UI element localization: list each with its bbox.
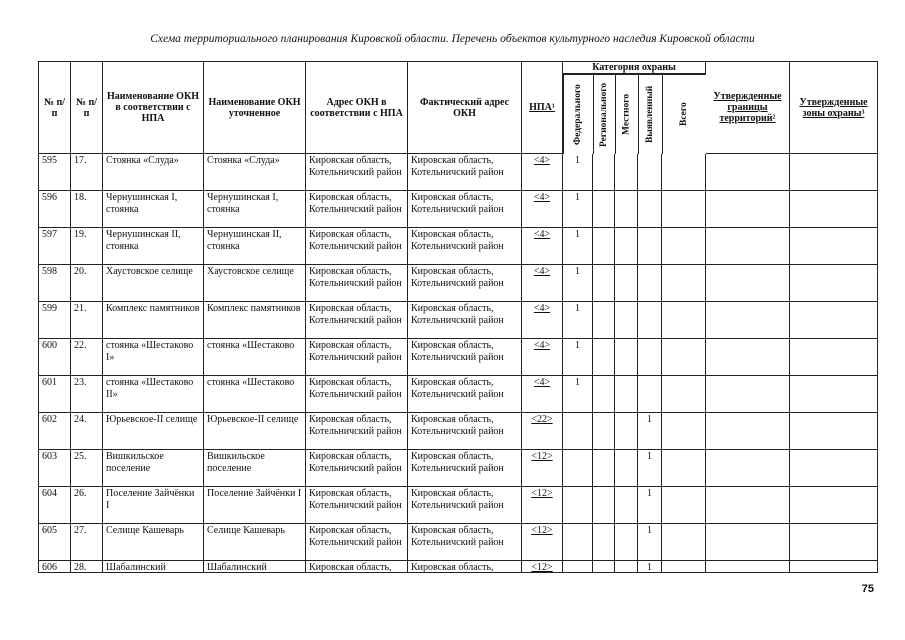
row-number: 604 xyxy=(39,487,71,524)
table-row xyxy=(39,524,878,561)
row-name: стоянка «Шестаково I» xyxy=(103,339,204,376)
row-cat-federal xyxy=(563,524,593,561)
row-zones xyxy=(790,487,878,524)
header-npa: НПА¹ xyxy=(522,62,563,154)
row-zones xyxy=(790,154,878,191)
row-zones xyxy=(790,191,878,228)
row-actual-address: Кировская область, Котельничский район xyxy=(408,413,522,450)
row-cat-local xyxy=(615,339,638,376)
table-row xyxy=(39,413,878,450)
row-cat-regional xyxy=(593,376,615,413)
row-zones xyxy=(790,302,878,339)
row-name-refined: стоянка «Шестаково xyxy=(204,376,306,413)
row-address: Кировская область, xyxy=(306,561,408,573)
row-npa: <4> xyxy=(522,228,563,265)
row-actual-address: Кировская область, Котельничский район xyxy=(408,524,522,561)
row-number: 598 xyxy=(39,265,71,302)
row-actual-address: Кировская область, Котельничский район xyxy=(408,339,522,376)
row-cat-regional xyxy=(593,191,615,228)
row-npa: <4> xyxy=(522,191,563,228)
table-row xyxy=(39,376,878,413)
row-name: Селище Кашеварь xyxy=(103,524,204,561)
header-name-refined: Наименование ОКН уточненное xyxy=(204,62,306,154)
row-boundaries xyxy=(706,376,790,413)
row-actual-address: Кировская область, Котельничский район xyxy=(408,154,522,191)
row-address: Кировская область, Котельничский район xyxy=(306,413,408,450)
row-cat-regional xyxy=(593,450,615,487)
row-cat-identified xyxy=(638,265,662,302)
header-num-local: № п/п xyxy=(71,62,103,154)
row-cat-total xyxy=(662,450,706,487)
table-row xyxy=(39,154,878,191)
row-name-refined: Юрьевское-II селище xyxy=(204,413,306,450)
row-number: 599 xyxy=(39,302,71,339)
row-cat-local xyxy=(615,265,638,302)
table-row xyxy=(39,339,878,376)
row-npa: <4> xyxy=(522,376,563,413)
header-approved-boundaries: Утвержденные границы территорий² xyxy=(706,62,790,154)
row-address: Кировская область, Котельничский район xyxy=(306,265,408,302)
row-name: Хаустовское селище xyxy=(103,265,204,302)
row-zones xyxy=(790,450,878,487)
row-cat-local xyxy=(615,524,638,561)
row-npa: <4> xyxy=(522,302,563,339)
page-number: 75 xyxy=(861,583,874,595)
row-boundaries xyxy=(706,487,790,524)
header-category-label: Категория охраны xyxy=(563,62,706,74)
row-number: 601 xyxy=(39,376,71,413)
row-cat-local xyxy=(615,376,638,413)
row-cat-identified xyxy=(638,339,662,376)
row-cat-total xyxy=(662,376,706,413)
table-row xyxy=(39,302,878,339)
heritage-table xyxy=(38,61,878,573)
row-actual-address: Кировская область, Котельничский район xyxy=(408,450,522,487)
row-cat-regional xyxy=(593,413,615,450)
row-cat-local xyxy=(615,450,638,487)
header-cat-identified: Выявленный xyxy=(638,74,662,154)
header-cat-local: Местного xyxy=(615,74,638,154)
row-npa: <12> xyxy=(522,487,563,524)
row-cat-regional xyxy=(593,154,615,191)
row-boundaries xyxy=(706,228,790,265)
row-cat-total xyxy=(662,487,706,524)
row-local-number: 26. xyxy=(71,487,103,524)
row-npa: <12> xyxy=(522,561,563,573)
row-npa: <4> xyxy=(522,265,563,302)
row-cat-local xyxy=(615,154,638,191)
table-row xyxy=(39,561,878,573)
row-local-number: 23. xyxy=(71,376,103,413)
row-cat-local xyxy=(615,302,638,339)
row-name-refined: Шабалинский xyxy=(204,561,306,573)
row-cat-regional xyxy=(593,302,615,339)
row-name: Чернушинская I, стоянка xyxy=(103,191,204,228)
row-boundaries xyxy=(706,302,790,339)
row-address: Кировская область, Котельничский район xyxy=(306,228,408,265)
row-cat-federal: 1 xyxy=(563,302,593,339)
row-local-number: 27. xyxy=(71,524,103,561)
row-npa: <12> xyxy=(522,524,563,561)
row-name: стоянка «Шестаково II» xyxy=(103,376,204,413)
row-name-refined: Чернушинская II, стоянка xyxy=(204,228,306,265)
row-cat-local xyxy=(615,228,638,265)
row-cat-federal xyxy=(563,487,593,524)
table-body xyxy=(39,154,878,573)
row-local-number: 24. xyxy=(71,413,103,450)
table-row xyxy=(39,487,878,524)
table-row xyxy=(39,450,878,487)
row-local-number: 22. xyxy=(71,339,103,376)
table-row xyxy=(39,228,878,265)
row-zones xyxy=(790,265,878,302)
row-local-number: 19. xyxy=(71,228,103,265)
row-name-refined: Чернушинская I, стоянка xyxy=(204,191,306,228)
row-zones xyxy=(790,524,878,561)
row-local-number: 20. xyxy=(71,265,103,302)
row-address: Кировская область, Котельничский район xyxy=(306,450,408,487)
row-actual-address: Кировская область, Котельничский район xyxy=(408,191,522,228)
row-local-number: 25. xyxy=(71,450,103,487)
row-name: Юрьевское-II селище xyxy=(103,413,204,450)
row-cat-federal: 1 xyxy=(563,376,593,413)
row-boundaries xyxy=(706,413,790,450)
row-boundaries xyxy=(706,561,790,573)
row-number: 597 xyxy=(39,228,71,265)
row-number: 603 xyxy=(39,450,71,487)
row-cat-identified: 1 xyxy=(638,524,662,561)
row-name-refined: Поселение Зайчёнки I xyxy=(204,487,306,524)
row-local-number: 21. xyxy=(71,302,103,339)
row-cat-federal: 1 xyxy=(563,228,593,265)
row-npa: <12> xyxy=(522,450,563,487)
row-address: Кировская область, Котельничский район xyxy=(306,302,408,339)
header-address-npa: Адрес ОКН в соответствии с НПА xyxy=(306,62,408,154)
row-number: 606 xyxy=(39,561,71,573)
row-cat-identified: 1 xyxy=(638,450,662,487)
row-name: Комплекс памятников xyxy=(103,302,204,339)
header-address-actual: Фактический адрес ОКН xyxy=(408,62,522,154)
row-boundaries xyxy=(706,154,790,191)
row-boundaries xyxy=(706,524,790,561)
row-cat-total xyxy=(662,228,706,265)
row-address: Кировская область, Котельничский район xyxy=(306,339,408,376)
header-category-group xyxy=(563,62,706,154)
row-cat-total xyxy=(662,191,706,228)
row-cat-identified: 1 xyxy=(638,413,662,450)
row-cat-regional xyxy=(593,265,615,302)
row-name: Шабалинский xyxy=(103,561,204,573)
row-cat-total xyxy=(662,302,706,339)
row-local-number: 17. xyxy=(71,154,103,191)
header-cat-federal: Федерального xyxy=(563,74,593,154)
row-boundaries xyxy=(706,191,790,228)
row-name-refined: Вишкильское поселение xyxy=(204,450,306,487)
row-cat-identified: 1 xyxy=(638,487,662,524)
row-name-refined: Стоянка «Слуда» xyxy=(204,154,306,191)
row-actual-address: Кировская область, xyxy=(408,561,522,573)
row-cat-identified xyxy=(638,228,662,265)
header-num-total: № п/п xyxy=(39,62,71,154)
row-cat-local xyxy=(615,561,638,573)
row-boundaries xyxy=(706,265,790,302)
row-boundaries xyxy=(706,339,790,376)
row-actual-address: Кировская область, Котельничский район xyxy=(408,265,522,302)
row-cat-federal xyxy=(563,561,593,573)
row-address: Кировская область, Котельничский район xyxy=(306,376,408,413)
row-name: Стоянка «Слуда» xyxy=(103,154,204,191)
row-zones xyxy=(790,339,878,376)
row-cat-local xyxy=(615,191,638,228)
row-cat-federal: 1 xyxy=(563,339,593,376)
row-name-refined: Хаустовское селище xyxy=(204,265,306,302)
row-actual-address: Кировская область, Котельничский район xyxy=(408,302,522,339)
row-cat-local xyxy=(615,413,638,450)
row-actual-address: Кировская область, Котельничский район xyxy=(408,376,522,413)
row-boundaries xyxy=(706,450,790,487)
row-npa: <4> xyxy=(522,339,563,376)
row-cat-total xyxy=(662,413,706,450)
row-name: Поселение Зайчёнки I xyxy=(103,487,204,524)
row-cat-total xyxy=(662,524,706,561)
table-header xyxy=(39,62,878,154)
row-cat-regional xyxy=(593,561,615,573)
row-cat-federal: 1 xyxy=(563,154,593,191)
row-number: 600 xyxy=(39,339,71,376)
row-zones xyxy=(790,561,878,573)
row-address: Кировская область, Котельничский район xyxy=(306,191,408,228)
row-cat-federal xyxy=(563,450,593,487)
table-row xyxy=(39,191,878,228)
row-name-refined: стоянка «Шестаково xyxy=(204,339,306,376)
row-number: 596 xyxy=(39,191,71,228)
row-address: Кировская область, Котельничский район xyxy=(306,154,408,191)
row-number: 602 xyxy=(39,413,71,450)
row-cat-federal: 1 xyxy=(563,265,593,302)
row-npa: <22> xyxy=(522,413,563,450)
row-zones xyxy=(790,376,878,413)
row-cat-identified: 1 xyxy=(638,561,662,573)
row-address: Кировская область, Котельничский район xyxy=(306,524,408,561)
header-cat-total: Всего xyxy=(662,74,706,154)
header-cat-regional: Регионального xyxy=(593,74,615,154)
row-zones xyxy=(790,228,878,265)
table-row xyxy=(39,265,878,302)
row-name-refined: Селище Кашеварь xyxy=(204,524,306,561)
row-name-refined: Комплекс памятников xyxy=(204,302,306,339)
row-name: Вишкильское поселение xyxy=(103,450,204,487)
row-local-number: 18. xyxy=(71,191,103,228)
row-actual-address: Кировская область, Котельничский район xyxy=(408,228,522,265)
row-cat-federal xyxy=(563,413,593,450)
row-cat-regional xyxy=(593,228,615,265)
row-cat-identified xyxy=(638,191,662,228)
row-cat-regional xyxy=(593,524,615,561)
row-cat-total xyxy=(662,561,706,573)
row-cat-local xyxy=(615,487,638,524)
row-cat-identified xyxy=(638,154,662,191)
row-local-number: 28. xyxy=(71,561,103,573)
row-actual-address: Кировская область, Котельничский район xyxy=(408,487,522,524)
row-cat-regional xyxy=(593,487,615,524)
row-npa: <4> xyxy=(522,154,563,191)
row-address: Кировская область, Котельничский район xyxy=(306,487,408,524)
header-name-okn: Наименование ОКН в соответствии с НПА xyxy=(103,62,204,154)
row-cat-total xyxy=(662,265,706,302)
row-cat-total xyxy=(662,339,706,376)
row-cat-federal: 1 xyxy=(563,191,593,228)
header-approved-zones: Утвержденные зоны охраны³ xyxy=(790,62,878,154)
row-cat-regional xyxy=(593,339,615,376)
row-number: 605 xyxy=(39,524,71,561)
document-title: Схема территориального планирования Кировской области. Перечень объектов культурного наследия Кировской области xyxy=(150,33,755,45)
row-name: Чернушинская II, стоянка xyxy=(103,228,204,265)
row-zones xyxy=(790,413,878,450)
row-cat-identified xyxy=(638,376,662,413)
row-number: 595 xyxy=(39,154,71,191)
row-cat-identified xyxy=(638,302,662,339)
row-cat-total xyxy=(662,154,706,191)
